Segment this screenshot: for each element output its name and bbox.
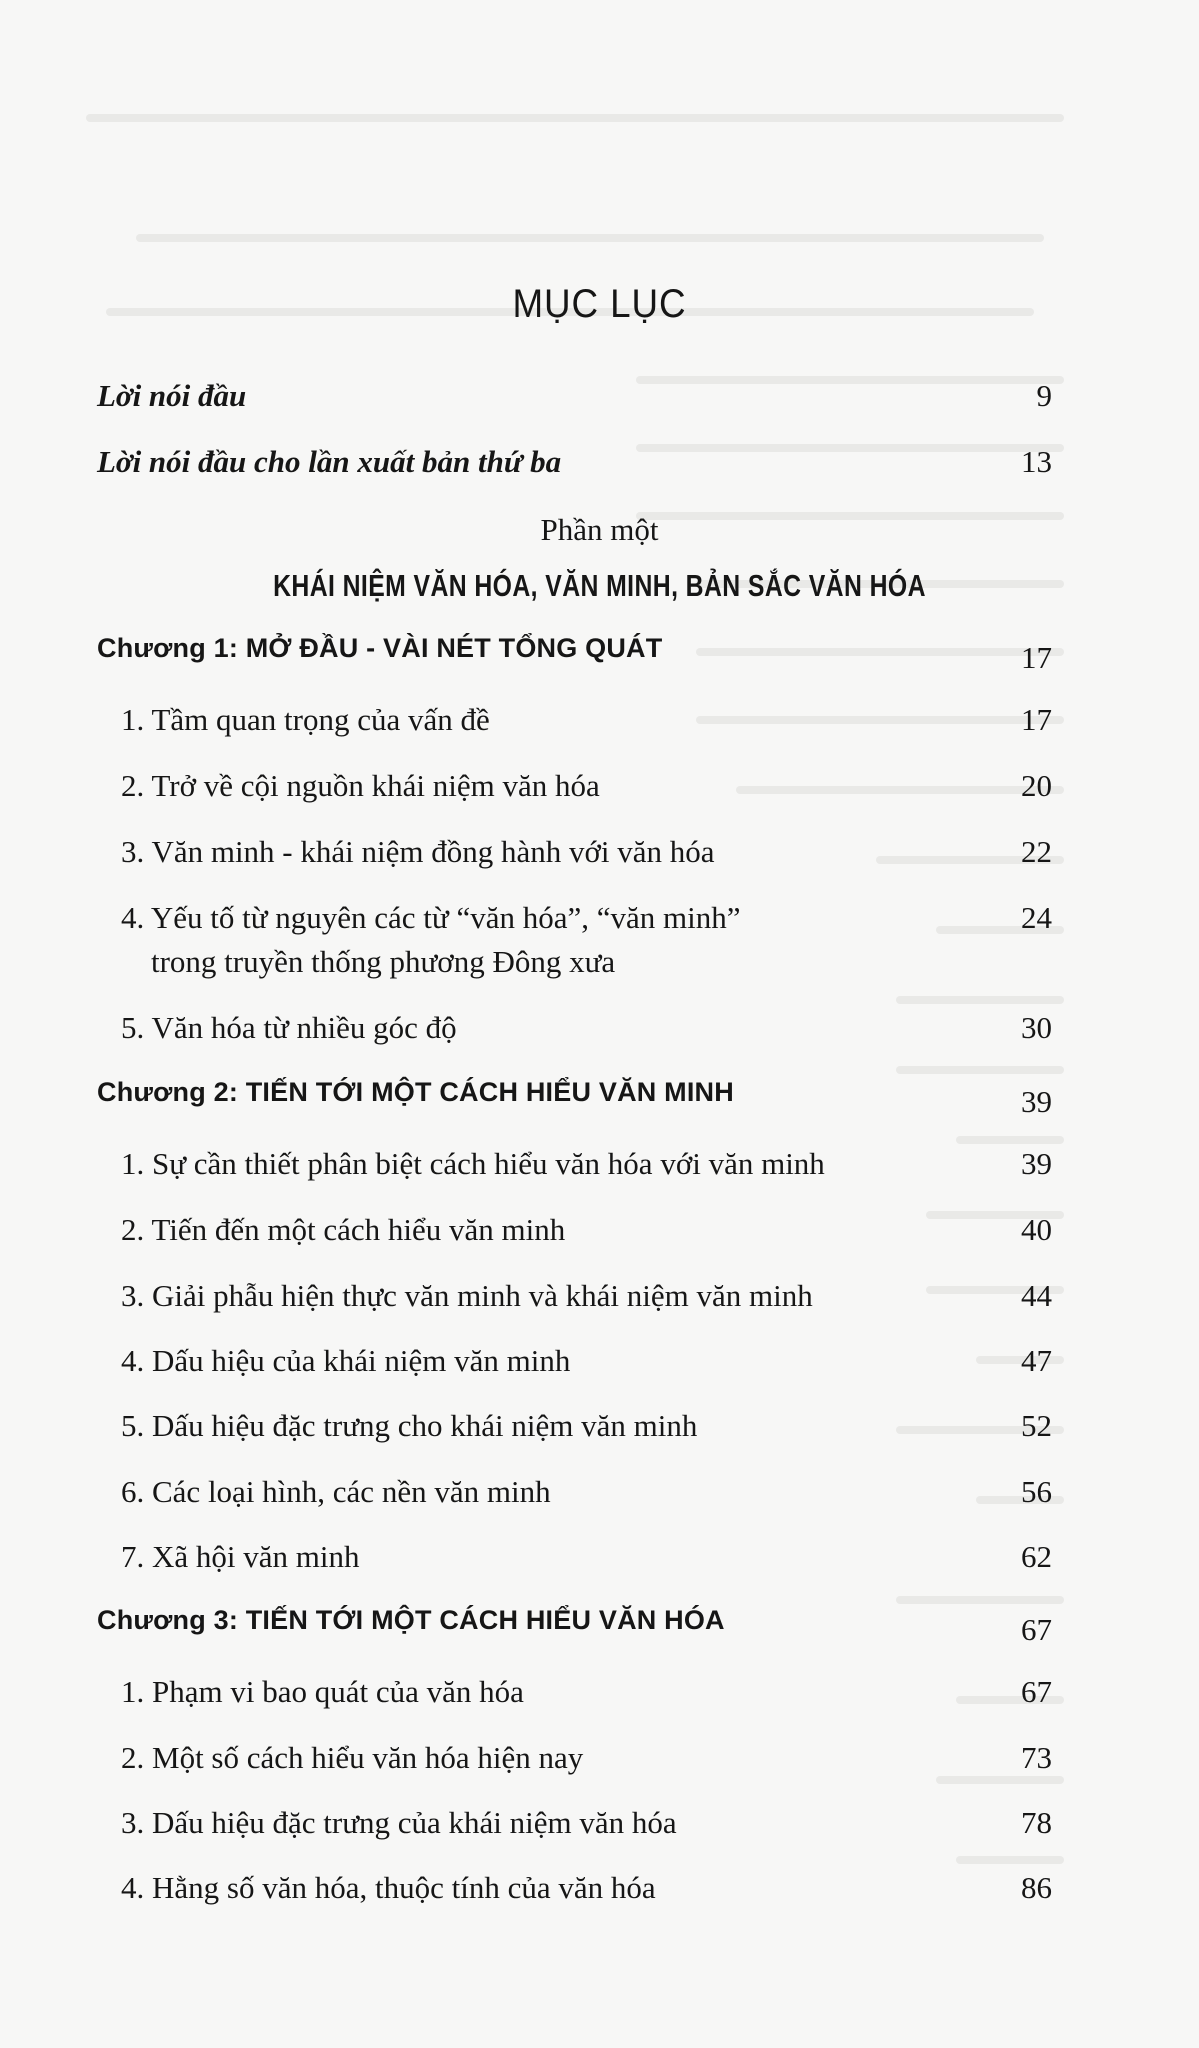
- section-title: 2. Một số cách hiểu văn hóa hiện nay: [121, 1740, 584, 1775]
- section-page: 47: [1021, 1343, 1052, 1378]
- toc-section[interactable]: [0, 1144, 1199, 1196]
- section-title: 3. Giải phẫu hiện thực văn minh và khái niệm văn minh: [121, 1278, 813, 1313]
- section-page: 17: [1021, 702, 1052, 737]
- section-page: 62: [1021, 1539, 1052, 1574]
- toc-section[interactable]: [0, 1868, 1199, 1920]
- section-page: 86: [1021, 1870, 1052, 1905]
- toc-section[interactable]: [0, 1276, 1199, 1328]
- toc-section[interactable]: [0, 1738, 1199, 1790]
- toc-section[interactable]: [0, 1210, 1199, 1262]
- section-title: 4. Yếu tố từ nguyên các từ “văn hóa”, “văn minh”: [121, 900, 741, 935]
- section-title: 7. Xã hội văn minh: [121, 1539, 360, 1574]
- toc-section[interactable]: [0, 898, 1199, 994]
- section-page: 73: [1021, 1740, 1052, 1775]
- section-title: 2. Tiến đến một cách hiểu văn minh: [121, 1212, 566, 1247]
- entry-page: 13: [1021, 444, 1052, 479]
- section-page: 56: [1021, 1474, 1052, 1509]
- part-title: KHÁI NIỆM VĂN HÓA, VĂN MINH, BẢN SẮC VĂN HÓA: [273, 568, 926, 603]
- section-title: 4. Dấu hiệu của khái niệm văn minh: [121, 1343, 571, 1378]
- toc-chapter-1[interactable]: [0, 628, 1199, 680]
- toc-section[interactable]: [0, 1472, 1199, 1524]
- section-title: 3. Văn minh - khái niệm đồng hành với văn hóa: [121, 834, 715, 869]
- section-title: 2. Trở về cội nguồn khái niệm văn hóa: [121, 768, 600, 803]
- toc-section[interactable]: [0, 1803, 1199, 1855]
- section-title: 5. Văn hóa từ nhiều góc độ: [121, 1010, 457, 1045]
- section-page: 44: [1021, 1278, 1052, 1313]
- entry-title: Lời nói đầu: [97, 378, 247, 413]
- chapter-title: Chương 1: MỞ ĐẦU - VÀI NÉT TỔNG QUÁT: [97, 633, 663, 663]
- section-title: 1. Sự cần thiết phân biệt cách hiểu văn hóa với văn minh: [121, 1146, 825, 1181]
- chapter-page: 39: [1021, 1084, 1052, 1119]
- section-page: 78: [1021, 1805, 1052, 1840]
- section-title: 1. Tầm quan trọng của vấn đề: [121, 702, 490, 737]
- section-page: 24: [1021, 900, 1052, 935]
- section-page: 39: [1021, 1146, 1052, 1181]
- toc-section[interactable]: [0, 1537, 1199, 1589]
- entry-page: 9: [1036, 378, 1052, 413]
- toc-chapter-2[interactable]: [0, 1072, 1199, 1124]
- toc-section[interactable]: [0, 1406, 1199, 1458]
- section-page: 52: [1021, 1408, 1052, 1443]
- chapter-page: 67: [1021, 1612, 1052, 1647]
- part-label: Phần một: [540, 512, 659, 547]
- section-page: 40: [1021, 1212, 1052, 1247]
- section-title: 6. Các loại hình, các nền văn minh: [121, 1474, 551, 1509]
- toc-section[interactable]: [0, 1341, 1199, 1393]
- toc-entry-preface-third-edition[interactable]: [0, 442, 1199, 494]
- toc-section[interactable]: [0, 1008, 1199, 1060]
- chapter-title: Chương 2: TIẾN TỚI MỘT CÁCH HIỂU VĂN MINH: [97, 1077, 734, 1107]
- toc-entry-preface[interactable]: [0, 376, 1199, 428]
- section-page: 30: [1021, 1010, 1052, 1045]
- toc-section[interactable]: [0, 832, 1199, 884]
- toc-chapter-3[interactable]: [0, 1600, 1199, 1652]
- section-page: 67: [1021, 1674, 1052, 1709]
- page-title: MỤC LỤC: [512, 282, 687, 326]
- section-title: 4. Hằng số văn hóa, thuộc tính của văn hóa: [121, 1870, 656, 1905]
- section-title: 3. Dấu hiệu đặc trưng của khái niệm văn hóa: [121, 1805, 677, 1840]
- section-title: 5. Dấu hiệu đặc trưng cho khái niệm văn minh: [121, 1408, 698, 1443]
- section-title-continued: trong truyền thống phương Đông xưa: [151, 944, 616, 979]
- toc-section[interactable]: [0, 766, 1199, 818]
- chapter-title: Chương 3: TIẾN TỚI MỘT CÁCH HIỂU VĂN HÓA: [97, 1605, 725, 1635]
- section-page: 20: [1021, 768, 1052, 803]
- section-title: 1. Phạm vi bao quát của văn hóa: [121, 1674, 524, 1709]
- section-page: 22: [1021, 834, 1052, 869]
- chapter-page: 17: [1021, 640, 1052, 675]
- toc-section[interactable]: [0, 1672, 1199, 1724]
- entry-title: Lời nói đầu cho lần xuất bản thứ ba: [97, 444, 562, 479]
- toc-section[interactable]: [0, 700, 1199, 752]
